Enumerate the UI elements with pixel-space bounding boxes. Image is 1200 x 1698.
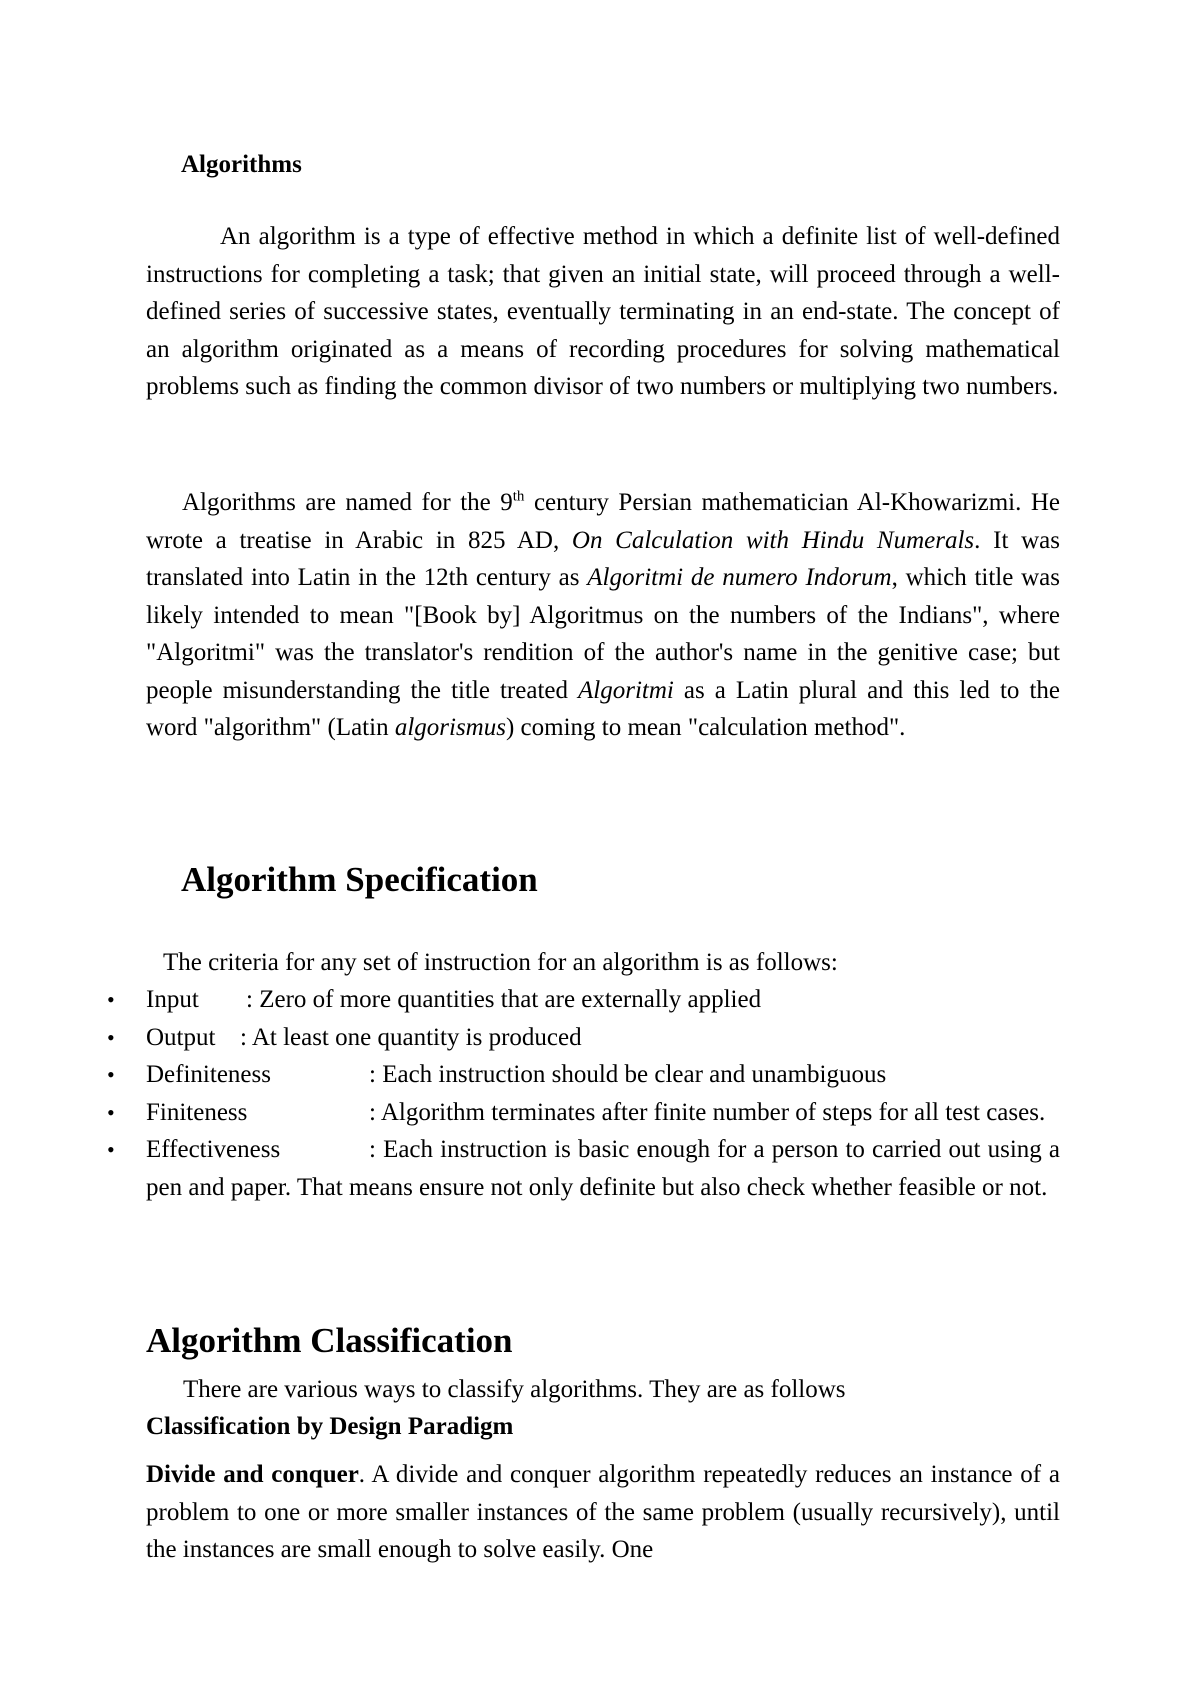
list-item [105,1056,1060,1094]
bullet-icon: • [107,1024,115,1050]
section-title-algorithm-specification: Algorithm Specification [181,860,538,899]
bullet-icon: • [107,1099,115,1125]
section-title-algorithms: Algorithms [181,151,302,178]
bullet-icon: • [107,1062,115,1087]
list-item [105,1131,1060,1206]
list-item [105,1019,1060,1057]
bullet-icon: • [107,1137,115,1162]
criteria-list [105,981,1060,1206]
paragraph-divide-and-conquer: Divide and conquer. A divide and conquer algorithm repeatedly reduces an instance of a problem to one or more smaller instances of the same problem (usually recursively), until the instances are small enough to solve easily. One [146,1461,1060,1563]
paragraph-history: Algorithms are named for the 9th century Persian mathematician Al-Khowarizmi. He wrote a treatise in Arabic in 825 AD, On Calculation with Hindu Numerals. It was translated into Latin in the 12th century as Algoritmi de numero Indorum, which title was likely intended to mean "[Book by] Algoritmus on the numbers of the Indians", where "Algoritmi" was the translator's rendition of the author's name in the genitive case; but people misunderstanding the title treated Algoritmi as a Latin plural and this led to the word "algorithm" (Latin algorismus) coming to mean "calculation method". [146,488,1061,741]
criteria-description: : Algorithm terminates after finite number of steps for all test cases. [369,1098,1046,1126]
list-item [105,981,1060,1019]
paragraph-definition: An algorithm is a type of effective method in which a definite list of well-defined instructions for completing a task; that given an initial state, will proceed through a well-defined series of successive states, eventually terminating in an end-state. The concept of an algorithm originated as a means of recording procedures for solving mathematical problems such as finding the common divisor of two numbers or multiplying two numbers. [146,223,1060,400]
criteria-description: : Each instruction should be clear and unambiguous [369,1061,887,1088]
criteria-term: Finiteness [146,1098,248,1126]
criteria-term: Input [146,986,199,1013]
bullet-icon: • [107,987,115,1012]
criteria-term: Output [146,1023,216,1051]
classification-intro: There are various ways to classify algorithms. They are as follows [183,1376,846,1403]
list-item [105,1094,1060,1132]
subtitle-design-paradigm: Classification by Design Paradigm [146,1413,514,1440]
specification-intro: The criteria for any set of instruction for an algorithm is as follows: [163,949,838,976]
criteria-description: : Zero of more quantities that are externally applied [246,986,762,1013]
criteria-description: : Each instruction is basic enough for a person to carried out using a pen and paper. That means ensure not only definite but also check whether feasible or not. [146,1136,1060,1201]
criteria-term: Definiteness [146,1061,271,1088]
criteria-description: : At least one quantity is produced [240,1023,582,1051]
section-title-algorithm-classification: Algorithm Classification [146,1321,513,1360]
criteria-term: Effectiveness [146,1136,281,1163]
